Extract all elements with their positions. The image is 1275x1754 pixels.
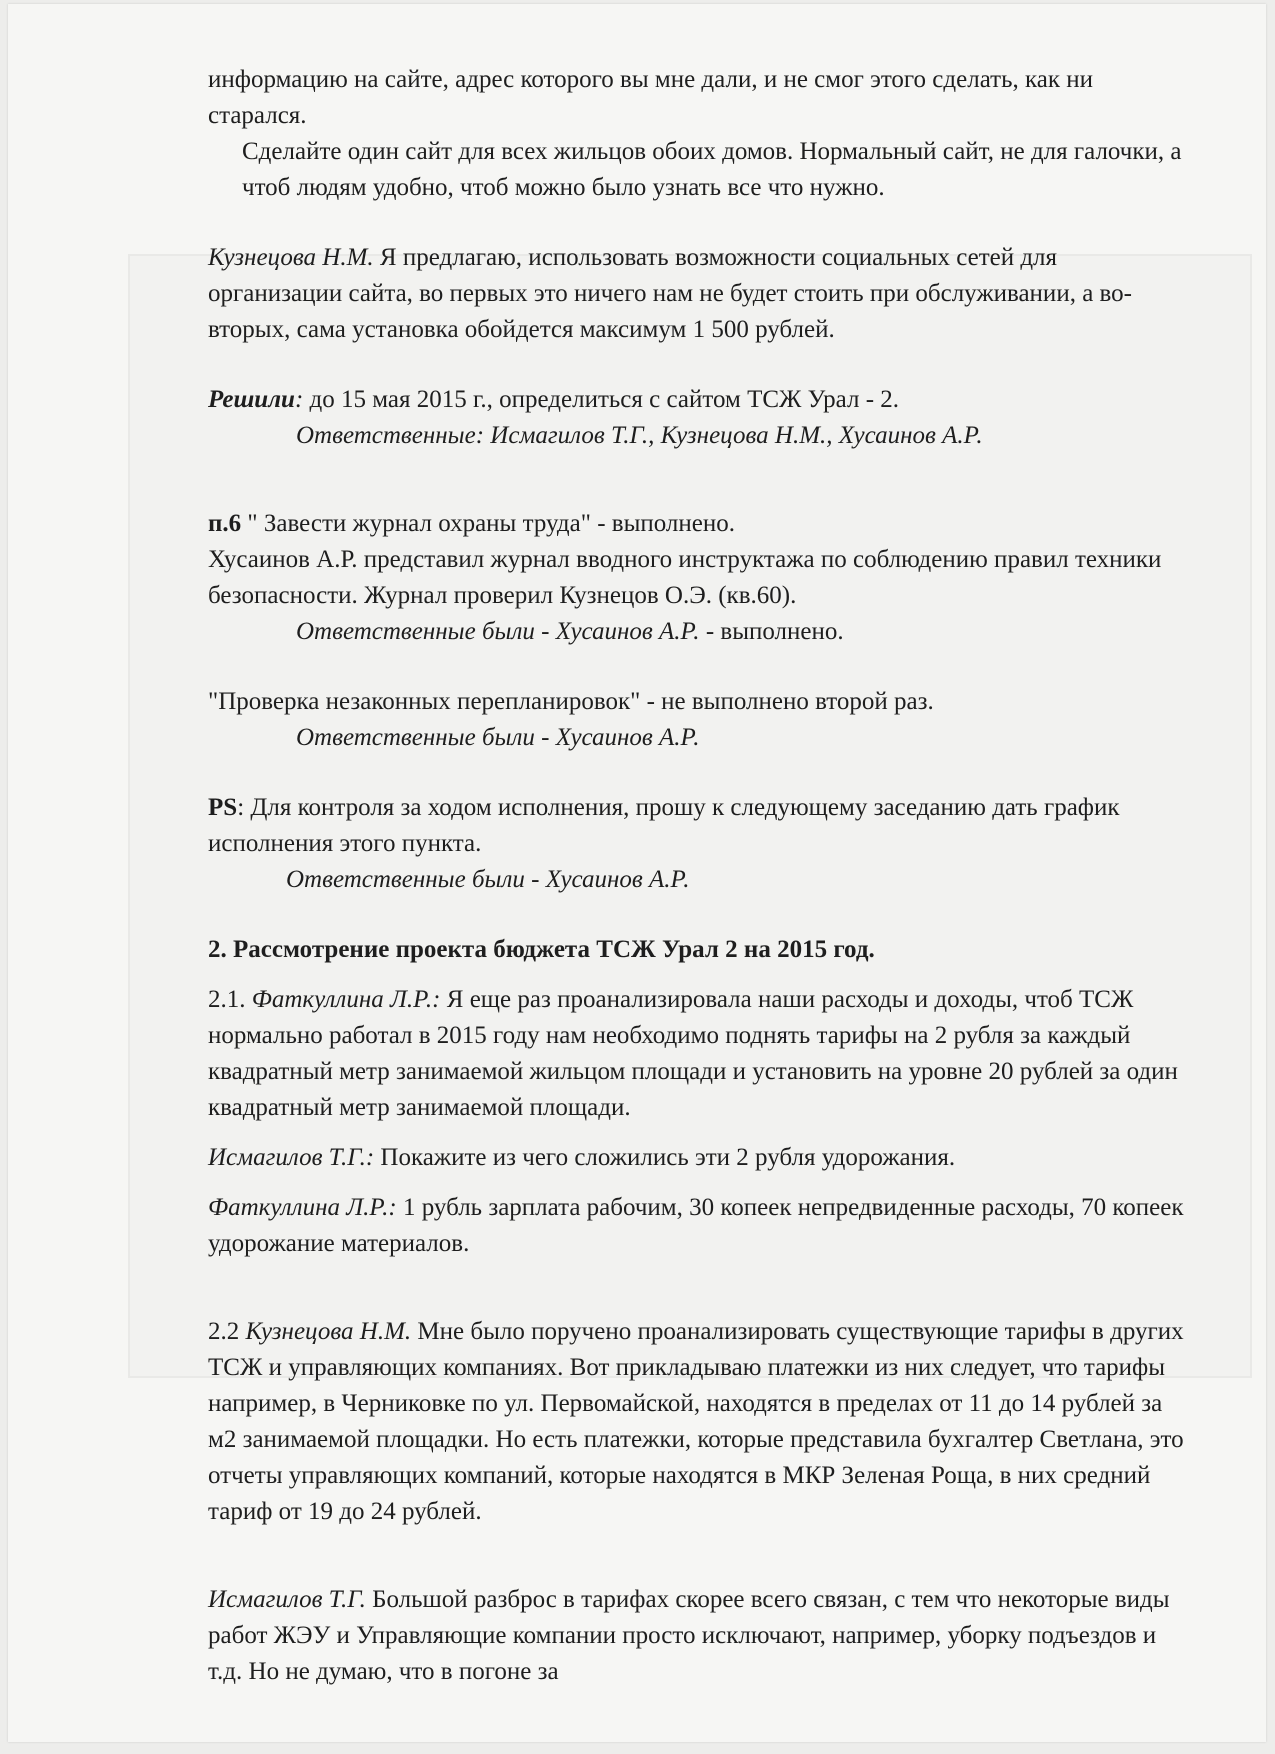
decided-text: до 15 мая 2015 г., определиться с сайтом ТСЖ Урал - 2.	[303, 386, 900, 413]
paragraph-final	[208, 1582, 1188, 1690]
responsible-line: Ответственные были - Хусаинов А.Р.	[296, 724, 700, 751]
responsible-italic: Ответственные были - Хусаинов А.Р.	[296, 618, 700, 645]
paragraph-social-networks	[208, 240, 1188, 348]
responsible-line: Ответственные были - Хусаинов А.Р.	[286, 866, 690, 893]
speaker-name: Фаткуллина Л.Р.:	[251, 986, 441, 1013]
decided-colon: :	[294, 386, 304, 413]
item6-label: п.6	[208, 510, 242, 537]
speech-text: Большой разброс в тарифах скорее всего связан, с тем что некоторые виды работ ЖЭУ и Управляющие компании просто исключают, например, уборку подъездов и т.д. Но не думаю, что в погоне за	[208, 1586, 1170, 1685]
responsible-line	[208, 614, 1188, 650]
document-body	[208, 62, 1188, 1690]
speaker-name: Фаткуллина Л.Р.:	[208, 1194, 397, 1221]
item6-text: " Завести журнал охраны труда" - выполнено.	[241, 510, 736, 537]
speaker-name: Исмагилов Т.Г.	[208, 1586, 366, 1613]
item6-detail: Хусаинов А.Р. представил журнал вводного инструктажа по соблюдению правил техники безопасности. Журнал проверил Кузнецов О.Э. (кв.60).	[208, 546, 1162, 609]
section-heading: 2. Рассмотрение проекта бюджета ТСЖ Урал 2 на 2015 год.	[208, 936, 875, 963]
decision-line	[208, 382, 1188, 418]
ps-text: : Для контроля за ходом исполнения, прошу к следующему заседанию дать график исполнения этого пункта.	[208, 794, 1120, 857]
item6-line	[208, 506, 1188, 542]
question-line	[208, 1140, 1188, 1176]
ps-label: PS	[208, 794, 238, 821]
speaker-name: Кузнецова Н.М.	[245, 1318, 412, 1345]
speech-text: 1 рубль зарплата рабочим, 30 копеек непредвиденные расходы, 70 копеек удорожание материалов.	[208, 1194, 1184, 1257]
speech-text: Покажите из чего сложились эти 2 рубля удорожания.	[374, 1144, 956, 1171]
document-page	[8, 4, 1266, 1742]
ps-paragraph	[208, 790, 1188, 862]
responsible-status: - выполнено.	[699, 618, 844, 645]
speaker-name: Исмагилов Т.Г.:	[208, 1144, 375, 1171]
responsible-line: Ответственные: Исмагилов Т.Г., Кузнецова Н.М., Хусаинов А.Р.	[296, 422, 983, 449]
check-line: "Проверка незаконных перепланировок" - не выполнено второй раз.	[208, 688, 934, 715]
paragraph-site-info: информацию на сайте, адрес которого вы мне дали, и не смог этого сделать, как ни старался.	[208, 66, 1093, 129]
section-number: 2.2	[208, 1318, 246, 1345]
speech-text: Мне было поручено проанализировать существующие тарифы в других ТСЖ и управляющих компаниях. Вот прикладываю платежки из них следует, что тарифы например, в Черниковке по ул. Первомайской, находятся в пределах от 11 до 14 рублей за м2 занимаемой площадки. Но есть платежки, которые представила бухгалтер Светлана, это отчеты управляющих компаний, которые находятся в МКР Зеленая Роща, в них средний тариф от 19 до 24 рублей.	[208, 1318, 1184, 1525]
speech-text: Я предлагаю, использовать возможности социальных сетей для организации сайта, во первых это ничего нам не будет стоить при обслуживании, а во-вторых, сама установка обойдется максимум 1 500 рублей.	[208, 244, 1132, 343]
decided-label: Решили	[208, 386, 295, 413]
speech-text: Я еще раз проанализировала наши расходы и доходы, чтоб ТСЖ нормально работал в 2015 году нам необходимо поднять тарифы на 2 рубля за каждый квадратный метр занимаемой жильцом площади и установить на уровне 20 рублей за один квадратный метр занимаемой площади.	[208, 986, 1178, 1121]
paragraph-2-1	[208, 982, 1188, 1126]
paragraph-single-site: Сделайте один сайт для всех жильцов обоих домов. Нормальный сайт, не для галочки, а чтоб людям удобно, чтоб можно было узнать все что нужно.	[242, 138, 1182, 201]
speaker-name: Кузнецова Н.М.	[208, 244, 374, 271]
section-number: 2.1.	[208, 986, 252, 1013]
paragraph-2-2	[208, 1314, 1188, 1530]
answer-line	[208, 1190, 1188, 1262]
